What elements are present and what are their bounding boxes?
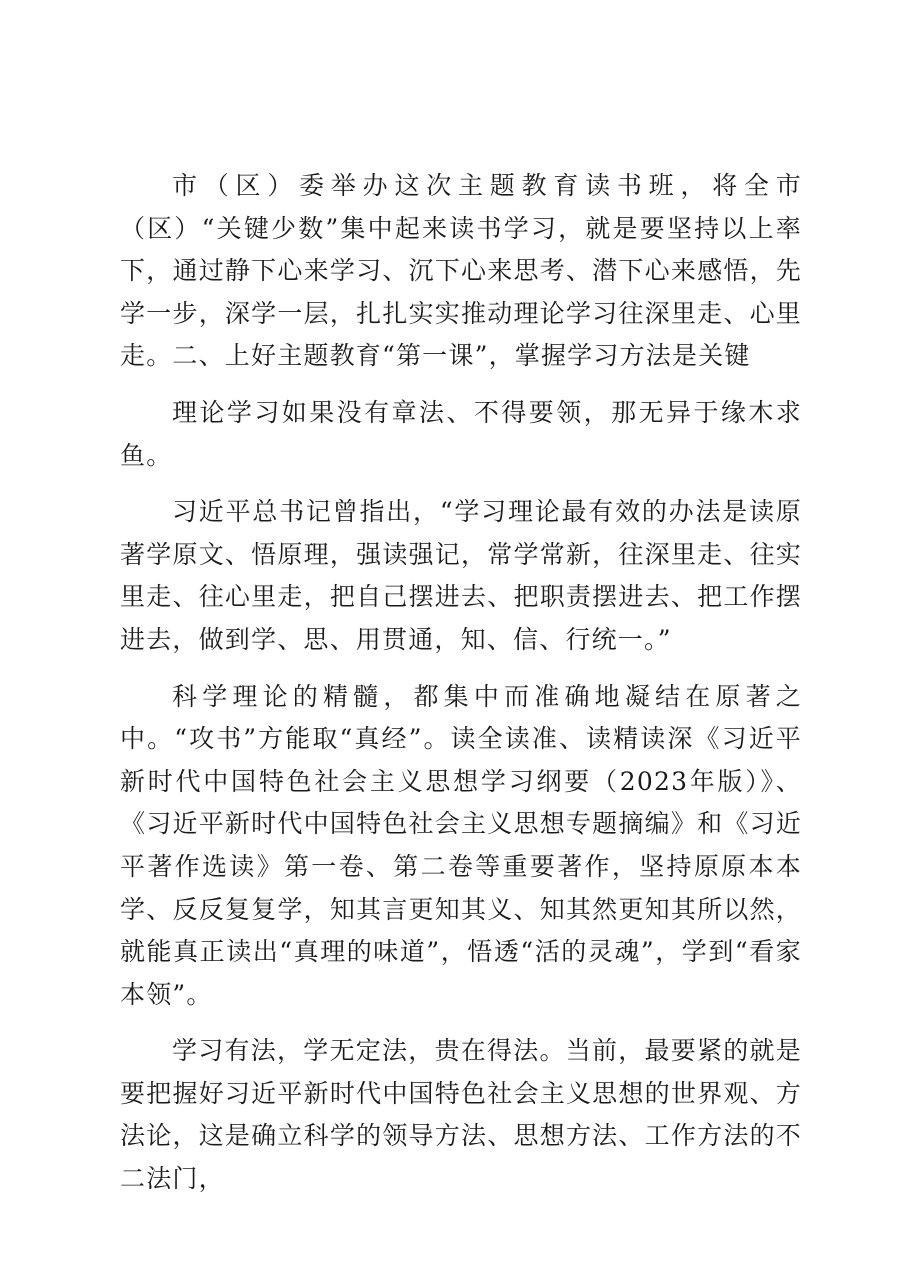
paragraph-learning-approach: 学习有法，学无定法，贵在得法。当前，最要紧的就是要把握好习近平新时代中国特色社会主义思想的世界观、方法论，这是确立科学的领导方法、思想方法、工作方法的不二法门， xyxy=(120,1036,802,1194)
paragraph-quote: 习近平总书记曾指出，“学习理论最有效的办法是读原著学原文、悟原理，强读强记，常学常新，往深里走、往实里走、往心里走，把自己摆进去、把职责摆进去、把工作摆进去，做到学、思、用贯通，知、信、行统一。” xyxy=(120,497,802,654)
paragraph-study-method: 理论学习如果没有章法、不得要领，那无异于缘木求鱼。 xyxy=(120,397,802,470)
paragraph-original-works: 科学理论的精髓，都集中而准确地凝结在原著之中。“攻书”方能取“真经”。读全读准、读精读深《习近平新时代中国特色社会主义思想学习纲要（2023年版）》、《习近平新时代中国特色社会主义思想专题摘编》和《习近平著作选读》第一卷、第二卷等重要著作，坚持原原本本学、反反复复学，知其言更知其义、知其然更知其所以然，就能真正读出“真理的味道”，悟透“活的灵魂”，学到“看家本领”。 xyxy=(120,681,802,1009)
paragraph-study-class: 市（区）委举办这次主题教育读书班，将全市（区）“关键少数”集中起来读书学习，就是要坚持以上率下，通过静下心来学习、沉下心来思考、潜下心来感悟，先学一步，深学一层，扎扎实实推动理论学习往深里走、心里走。二、上好主题教育“第一课”，掌握学习方法是关键 xyxy=(120,171,802,371)
document-body xyxy=(120,165,802,1201)
